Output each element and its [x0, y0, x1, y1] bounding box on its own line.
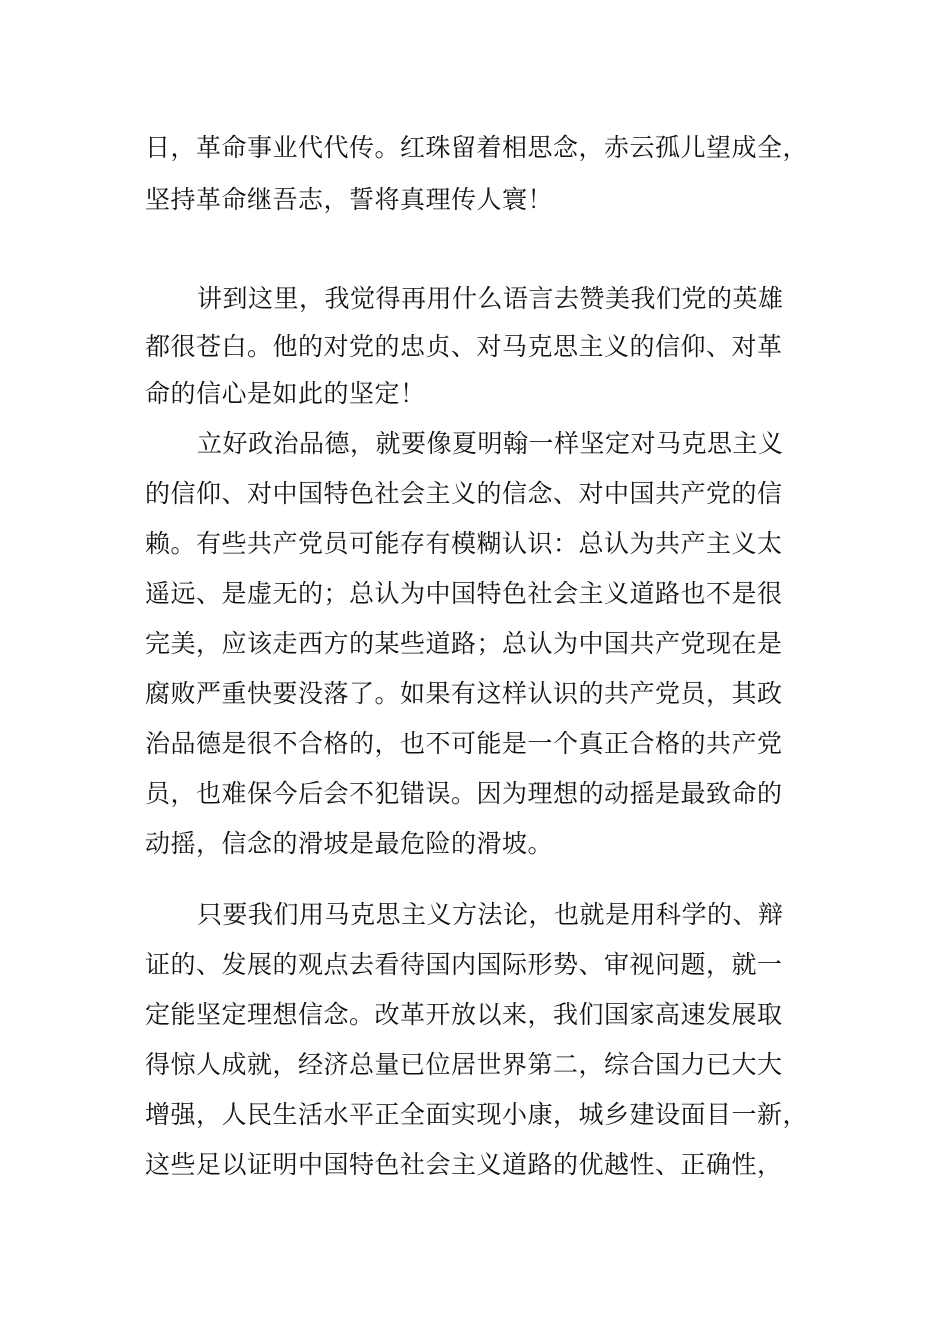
text-line: 增强，人民生活水平正全面实现小康，城乡建设面目一新，	[145, 1100, 809, 1129]
text-line: 讲到这里，我觉得再用什么语言去赞美我们党的英雄	[197, 284, 784, 313]
text-line: 坚持革命继吾志，誓将真理传人寰！	[145, 185, 554, 214]
text-line: 赖。有些共产党员可能存有模糊认识：总认为共产主义太	[145, 529, 783, 558]
text-line: 日，革命事业代代传。红珠留着相思念，赤云孤儿望成全，	[145, 133, 809, 162]
text-line: 证的、发展的观点去看待国内国际形势、审视问题，就一	[145, 950, 783, 979]
text-line: 得惊人成就，经济总量已位居世界第二，综合国力已大大	[145, 1050, 783, 1079]
text-line: 立好政治品德，就要像夏明翰一样坚定对马克思主义	[197, 429, 784, 458]
text-line: 员，也难保今后会不犯错误。因为理想的动摇是最致命的	[145, 779, 783, 808]
text-line: 这些足以证明中国特色社会主义道路的优越性、正确性，	[145, 1150, 783, 1179]
text-line: 完美，应该走西方的某些道路；总认为中国共产党现在是	[145, 629, 783, 658]
text-line: 动摇，信念的滑坡是最危险的滑坡。	[145, 829, 554, 858]
text-line: 定能坚定理想信念。改革开放以来，我们国家高速发展取	[145, 1000, 783, 1029]
text-line: 的信仰、对中国特色社会主义的信念、对中国共产党的信	[145, 479, 783, 508]
text-line: 都很苍白。他的对党的忠贞、对马克思主义的信仰、对革	[145, 332, 783, 361]
text-line: 只要我们用马克思主义方法论，也就是用科学的、辩	[197, 900, 784, 929]
text-line: 命的信心是如此的坚定！	[145, 379, 426, 408]
text-line: 腐败严重快要没落了。如果有这样认识的共产党员，其政	[145, 679, 783, 708]
text-line: 遥远、是虚无的；总认为中国特色社会主义道路也不是很	[145, 579, 783, 608]
text-line: 治品德是很不合格的，也不可能是一个真正合格的共产党	[145, 729, 783, 758]
